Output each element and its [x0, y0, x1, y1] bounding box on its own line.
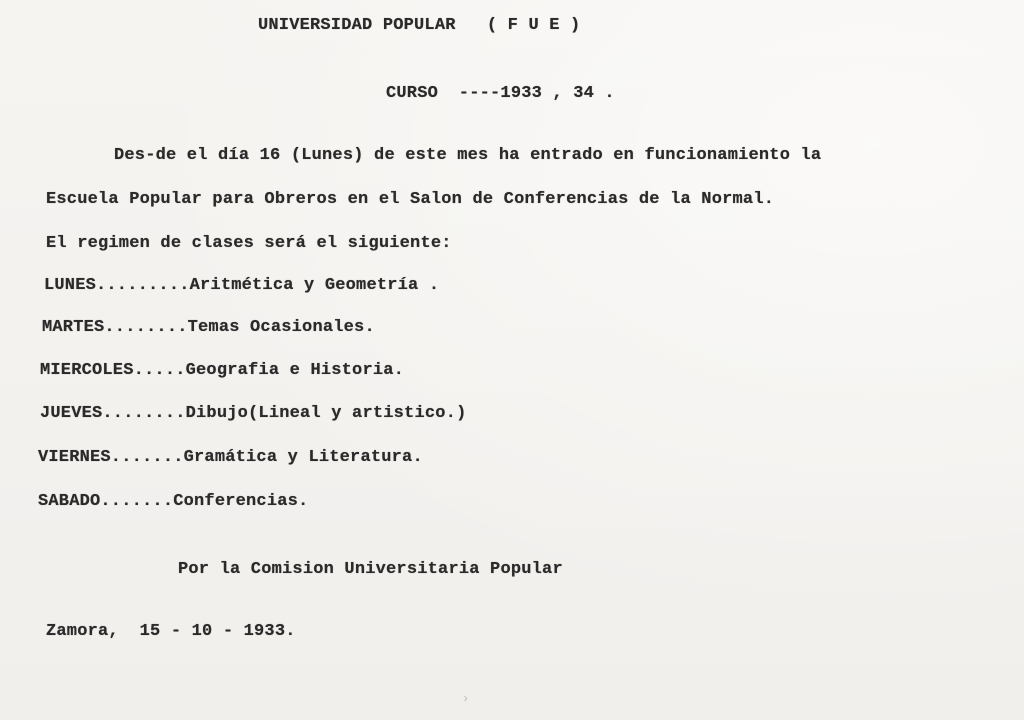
place-date: Zamora, 15 - 10 - 1933. — [46, 622, 296, 641]
paragraph-line-3: El regimen de clases será el siguiente: — [46, 234, 452, 253]
paragraph-line-1: Des-de el día 16 (Lunes) de este mes ha entrado en funcionamiento la — [114, 146, 822, 165]
schedule-item-lunes: LUNES.........Aritmética y Geometría . — [44, 276, 440, 295]
schedule-item-martes: MARTES........Temas Ocasionales. — [42, 318, 375, 337]
paragraph-line-2: Escuela Popular para Obreros en el Salon de Conferencias de la Normal. — [46, 190, 775, 209]
signature-line: Por la Comision Universitaria Popular — [178, 560, 563, 579]
document-title: UNIVERSIDAD POPULAR ( F U E ) — [258, 16, 581, 35]
schedule-item-viernes: VIERNES.......Gramática y Literatura. — [38, 448, 423, 467]
fold-mark: › — [462, 692, 470, 706]
course-line: CURSO ----1933 , 34 . — [386, 84, 615, 103]
schedule-item-miercoles: MIERCOLES.....Geografia e Historia. — [40, 361, 405, 380]
schedule-item-sabado: SABADO.......Conferencias. — [38, 492, 309, 511]
schedule-item-jueves: JUEVES........Dibujo(Lineal y artistico.) — [40, 404, 467, 423]
